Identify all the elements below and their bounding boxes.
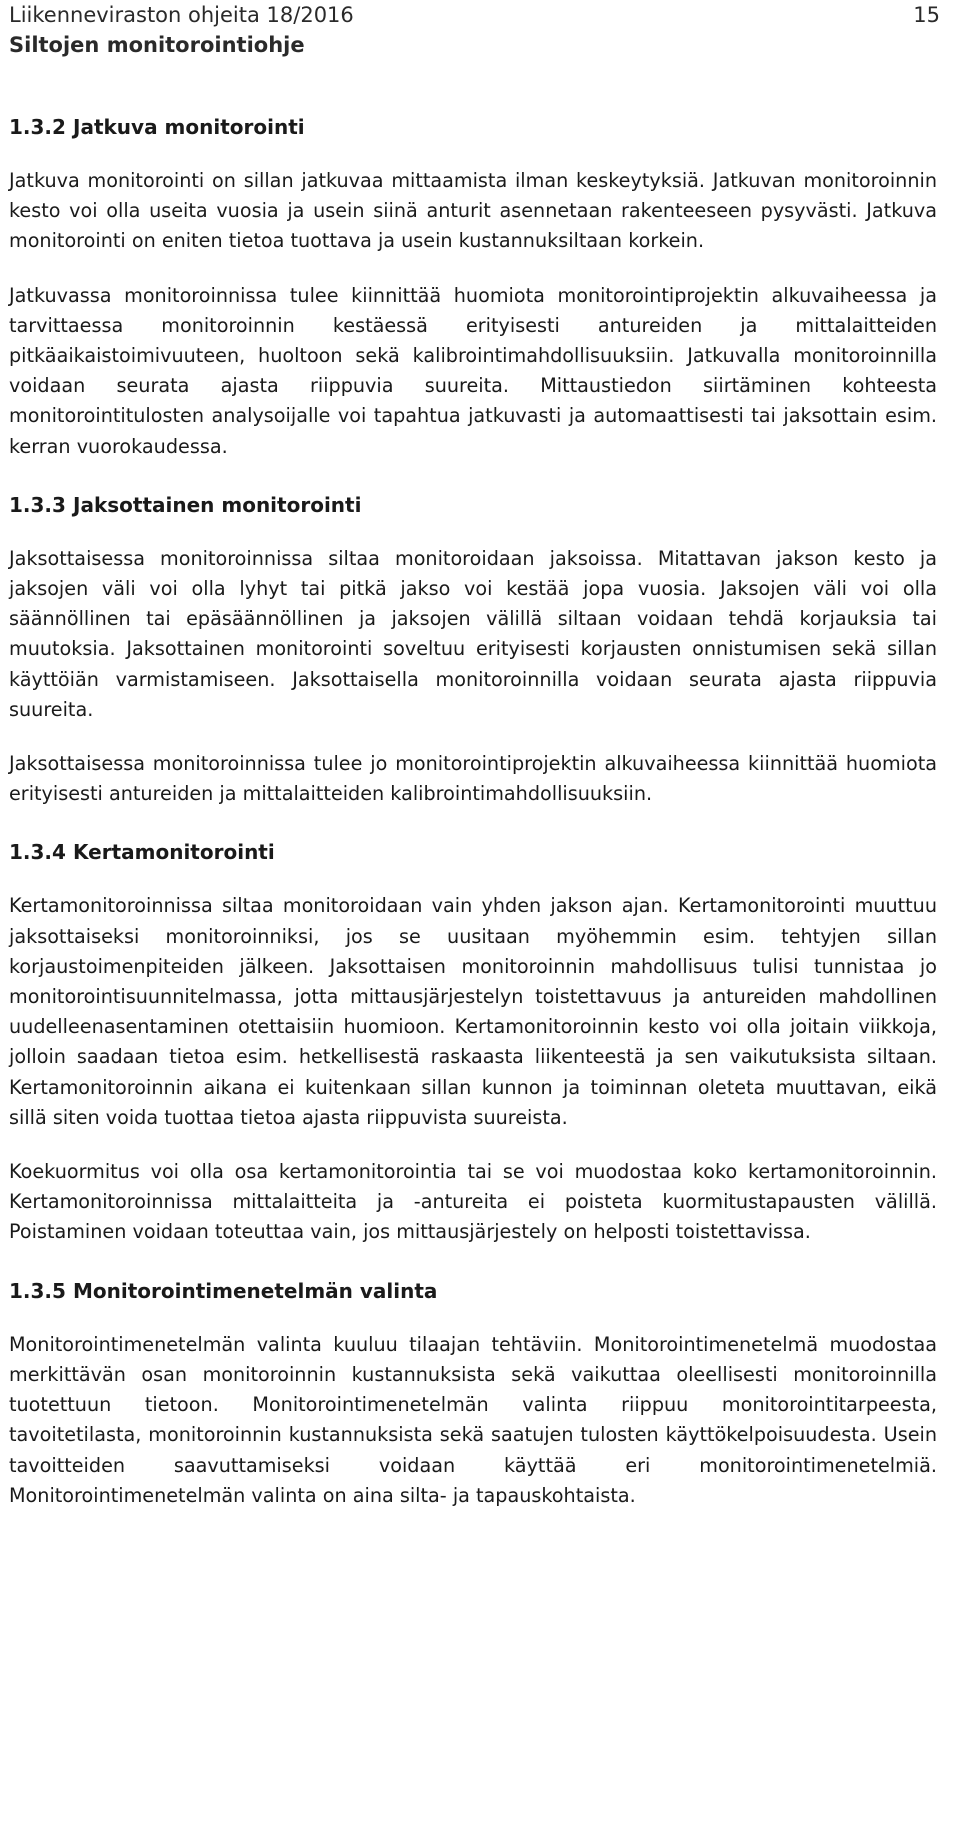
document-title: Siltojen monitorointiohje [9, 33, 305, 57]
section-heading-1-3-5 [9, 1276, 937, 1306]
paragraph: Koekuormitus voi olla osa kertamonitorointia tai se voi muodostaa koko kertamonitoroinnin. Kertamonitoroinnissa mittalaitteita ja -antureita ei poisteta kuormitustapausten välillä. Poistaminen voidaan toteuttaa vain, jos mittausjärjestely on helposti toistettavissa. [9, 1160, 937, 1244]
section-title: Jaksottainen monitorointi [73, 492, 362, 517]
section-title: Kertamonitorointi [73, 840, 275, 865]
section-heading-1-3-4 [9, 837, 937, 867]
publication-title: Liikenneviraston ohjeita 18/2016 [9, 3, 354, 27]
paragraph: Jatkuva monitorointi on sillan jatkuvaa mittaamista ilman keskeytyksiä. Jatkuvan monitoroinnin kesto voi olla useita vuosia ja usein siinä anturit asennetaan rakenteeseen pysyvästi. Jatkuva monitorointi on eniten tietoa tuottava ja usein kustannuksiltaan korkein. [9, 169, 937, 253]
section-heading-1-3-2 [9, 112, 937, 142]
paragraph: Jaksottaisessa monitoroinnissa siltaa monitoroidaan jaksoissa. Mitattavan jakson kesto ja jaksojen väli voi olla lyhyt tai pitkä jakso voi kestää jopa vuosia. Jaksojen väli voi olla säännöllinen tai epäsäännöllinen ja jaksojen välillä siltaan voidaan tehdä korjauksia tai muutoksia. Jaksottainen monitorointi soveltuu erityisesti korjausten onnistumisen sekä sillan käyttöiän varmistamiseen. Jaksottaisella monitoroinnilla voidaan seurata ajasta riippuvia suureita. [9, 546, 937, 721]
section-heading-1-3-3 [9, 490, 937, 520]
page-number: 15 [913, 3, 940, 27]
section-title: Jatkuva monitorointi [73, 115, 305, 139]
paragraph: Monitorointimenetelmän valinta kuuluu tilaajan tehtäviin. Monitorointimenetelmä muodostaa merkittävän osan monitoroinnin kustannuksista sekä vaikuttaa oleellisesti monitoroinnilla tuotettuun tietoon. Monitorointimenetelmän valinta riippuu monitorointitarpeesta, tavoitetilasta, monitoroinnin kustannuksista sekä saatujen tulosten käyttökelpoisuudesta. Usein tavoitteiden saavuttamiseksi voidaan käyttää eri monitorointimenetelmiä. Monitorointimenetelmän valinta on aina silta- ja tapauskohtaista. [9, 1332, 937, 1507]
section-number: 1.3.2 [9, 115, 66, 139]
section-title: Monitorointimenetelmän valinta [73, 1278, 438, 1303]
section-number: 1.3.3 [9, 492, 66, 517]
paragraph: Kertamonitoroinnissa siltaa monitoroidaan vain yhden jakson ajan. Kertamonitorointi muuttuu jaksottaiseksi monitoroinniksi, jos se uusitaan myöhemmin esim. tehtyjen sillan korjaustoimenpiteiden jälkeen. Jaksottaisen monitoroinnin mahdollisuus tulisi tunnistaa jo monitorointisuunnitelmassa, jotta mittausjärjestelyn toistettavuus ja antureiden mahdollinen uudelleenasentaminen otettaisiin huomioon. Kertamonitoroinnin kesto voi olla joitain viikkoja, jolloin saadaan tietoa esim. hetkellisestä raskaasta liikenteestä ja sen vaikutuksista siltaan. Kertamonitoroinnin aikana ei kuitenkaan sillan kunnon ja toiminnan oleteta muuttavan, eikä sillä siten voida tuottaa tietoa ajasta riippuvista suureista. [9, 894, 937, 1129]
section-number: 1.3.4 [9, 840, 66, 865]
document-body [9, 112, 937, 1511]
paragraph: Jatkuvassa monitoroinnissa tulee kiinnittää huomiota monitorointiprojektin alkuvaiheessa ja tarvittaessa monitoroinnin kestäessä erityisesti antureiden ja mittalaitteiden pitkäaikaistoimivuuteen, huoltoon sekä kalibrointimahdollisuuksiin. Jatkuvalla monitoroinnilla voidaan seurata ajasta riippuvia suureita. Mittaustiedon siirtäminen kohteesta monitorointitulosten analysoijalle voi tapahtua jatkuvasti ja automaattisesti tai jaksottain esim. kerran vuorokaudessa. [9, 283, 937, 458]
page-header [9, 0, 960, 64]
section-number: 1.3.5 [9, 1278, 66, 1303]
paragraph: Jaksottaisessa monitoroinnissa tulee jo monitorointiprojektin alkuvaiheessa kiinnittää huomiota erityisesti antureiden ja mittalaitteiden kalibrointimahdollisuuksiin. [9, 752, 937, 806]
